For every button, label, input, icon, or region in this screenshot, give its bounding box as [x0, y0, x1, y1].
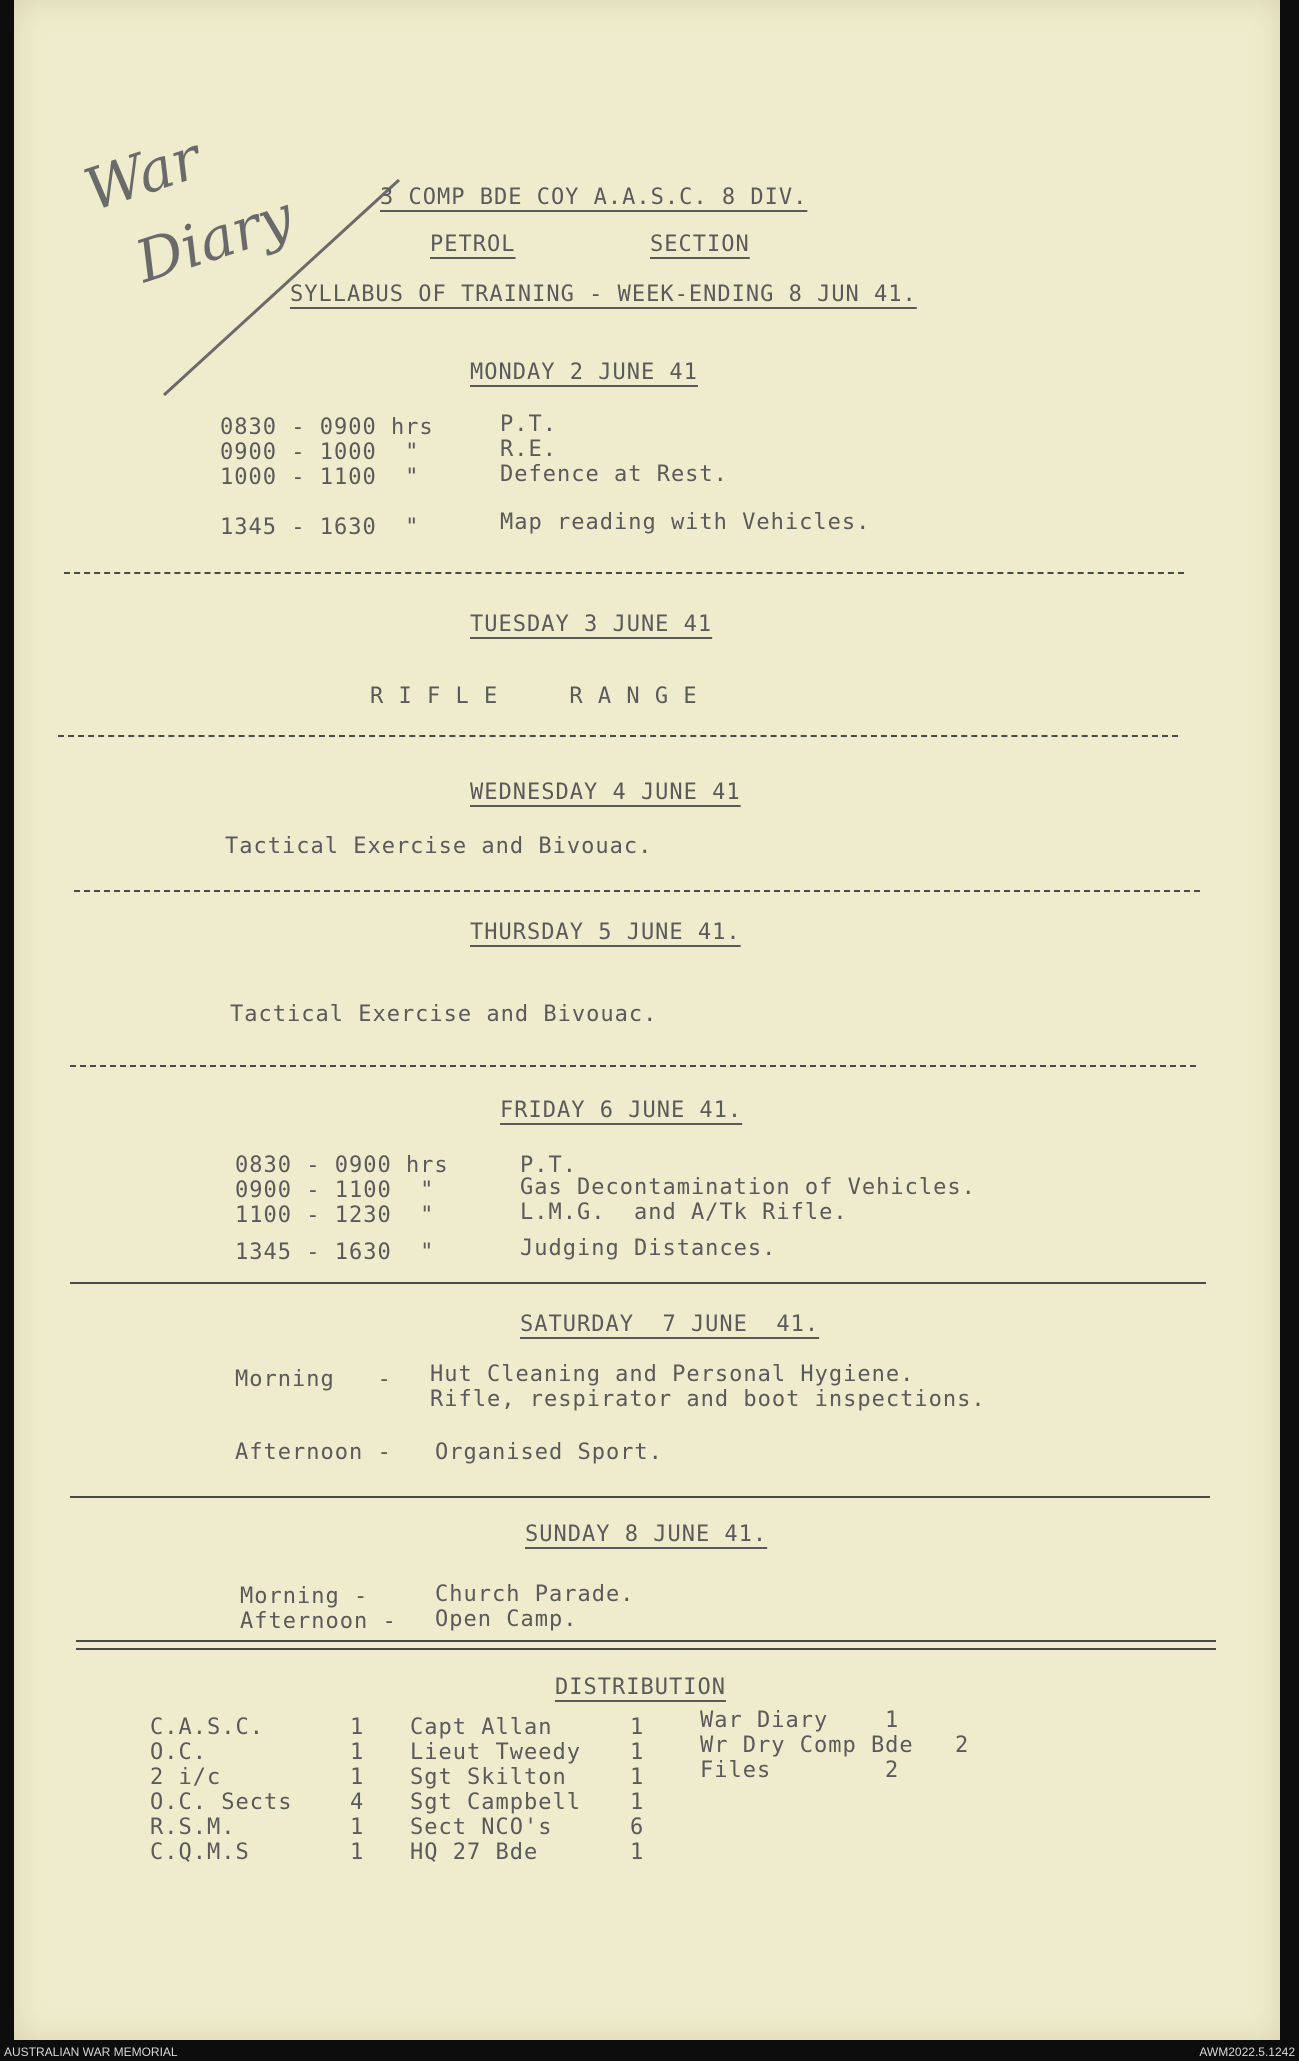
saturday-morning-2: Rifle, respirator and boot inspections. [430, 1387, 986, 1412]
dist-col2-qty-4: 1 [630, 1790, 645, 1815]
friday-time-4: 1345 - 1630 " [235, 1240, 435, 1265]
divider-saturday [70, 1496, 1210, 1498]
dist-col1-qty-6: 1 [350, 1840, 365, 1865]
handwritten-war: War [76, 123, 209, 225]
dist-col1-qty-1: 1 [350, 1715, 365, 1740]
friday-heading: FRIDAY 6 JUNE 41. [500, 1098, 743, 1123]
sunday-afternoon: Open Camp. [435, 1607, 578, 1632]
sunday-morning-label: Morning - [240, 1584, 369, 1609]
dist-col2-qty-2: 1 [630, 1740, 645, 1765]
monday-time-2: 0900 - 1000 " [220, 440, 420, 465]
divider-sunday-1 [76, 1640, 1216, 1642]
saturday-morning-label: Morning - [235, 1367, 392, 1392]
divider-friday [70, 1282, 1206, 1284]
friday-activity-1: P.T. [520, 1153, 577, 1178]
dist-col1-qty-2: 1 [350, 1740, 365, 1765]
dist-col1-qty-4: 4 [350, 1790, 365, 1815]
dist-col1-name-3: 2 i/c [150, 1765, 222, 1790]
divider-tuesday [58, 735, 1178, 737]
monday-activity-3: Defence at Rest. [500, 462, 728, 487]
footer-reference: AWM2022.5.1242 [1199, 2045, 1295, 2059]
dist-col3-qty-2: 2 [955, 1733, 970, 1758]
friday-time-1: 0830 - 0900 hrs [235, 1153, 449, 1178]
monday-time-4: 1345 - 1630 " [220, 515, 420, 540]
divider-thursday [70, 1065, 1196, 1067]
dist-col2-name-1: Capt Allan [410, 1715, 553, 1740]
sunday-morning: Church Parade. [435, 1582, 635, 1607]
friday-activity-4: Judging Distances. [520, 1236, 777, 1261]
friday-activity-3: L.M.G. and A/Tk Rifle. [520, 1200, 848, 1225]
dist-col1-name-5: R.S.M. [150, 1815, 236, 1840]
monday-activity-4: Map reading with Vehicles. [500, 510, 871, 535]
wednesday-heading: WEDNESDAY 4 JUNE 41 [470, 780, 741, 805]
dist-col2-qty-5: 6 [630, 1815, 645, 1840]
saturday-heading: SATURDAY 7 JUNE 41. [520, 1312, 820, 1337]
divider-sunday-2 [76, 1648, 1216, 1650]
sunday-afternoon-label: Afternoon - [240, 1609, 397, 1634]
section-left: PETROL [430, 232, 516, 257]
divider-wednesday [74, 890, 1200, 892]
dist-col1-name-2: O.C. [150, 1740, 207, 1765]
wednesday-text: Tactical Exercise and Bivouac. [225, 834, 653, 859]
dist-col2-name-4: Sgt Campbell [410, 1790, 581, 1815]
handwritten-diary: Diary [127, 181, 301, 297]
dist-col1-name-1: C.A.S.C. [150, 1715, 264, 1740]
saturday-morning-1: Hut Cleaning and Personal Hygiene. [430, 1362, 915, 1387]
friday-time-2: 0900 - 1100 " [235, 1178, 435, 1203]
footer-archive-name: AUSTRALIAN WAR MEMORIAL [4, 2045, 178, 2059]
dist-col2-name-2: Lieut Tweedy [410, 1740, 581, 1765]
section-right: SECTION [650, 232, 750, 257]
thursday-text: Tactical Exercise and Bivouac. [230, 1002, 658, 1027]
document-page [14, 0, 1280, 2040]
distribution-heading: DISTRIBUTION [555, 1675, 726, 1700]
dist-col3-qty-3: 2 [885, 1758, 900, 1783]
dist-col2-name-3: Sgt Skilton [410, 1765, 567, 1790]
monday-activity-2: R.E. [500, 437, 557, 462]
monday-time-3: 1000 - 1100 " [220, 465, 420, 490]
unit-heading: 3 COMP BDE COY A.A.S.C. 8 DIV. [380, 185, 808, 210]
tuesday-text: R I F L E R A N G E [370, 684, 698, 709]
thursday-heading: THURSDAY 5 JUNE 41. [470, 920, 741, 945]
syllabus-title: SYLLABUS OF TRAINING - WEEK-ENDING 8 JUN 41. [290, 282, 917, 307]
dist-col2-name-6: HQ 27 Bde [410, 1840, 539, 1865]
dist-col1-name-6: C.Q.M.S [150, 1840, 250, 1865]
dist-col1-name-4: O.C. Sects [150, 1790, 293, 1815]
monday-time-1: 0830 - 0900 hrs [220, 415, 434, 440]
dist-col2-qty-3: 1 [630, 1765, 645, 1790]
sunday-heading: SUNDAY 8 JUNE 41. [525, 1522, 768, 1547]
dist-col3-name-3: Files [700, 1758, 772, 1783]
saturday-afternoon-label: Afternoon - [235, 1440, 392, 1465]
saturday-afternoon: Organised Sport. [435, 1440, 663, 1465]
dist-col1-qty-5: 1 [350, 1815, 365, 1840]
dist-col2-qty-1: 1 [630, 1715, 645, 1740]
divider-monday [64, 572, 1184, 574]
dist-col2-name-5: Sect NCO's [410, 1815, 553, 1840]
dist-col2-qty-6: 1 [630, 1840, 645, 1865]
friday-activity-2: Gas Decontamination of Vehicles. [520, 1175, 976, 1200]
monday-activity-1: P.T. [500, 412, 557, 437]
friday-time-3: 1100 - 1230 " [235, 1203, 435, 1228]
dist-col3-qty-1: 1 [885, 1708, 900, 1733]
dist-col1-qty-3: 1 [350, 1765, 365, 1790]
monday-heading: MONDAY 2 JUNE 41 [470, 360, 698, 385]
dist-col3-name-2: Wr Dry Comp Bde [700, 1733, 914, 1758]
tuesday-heading: TUESDAY 3 JUNE 41 [470, 612, 713, 637]
dist-col3-name-1: War Diary [700, 1708, 829, 1733]
